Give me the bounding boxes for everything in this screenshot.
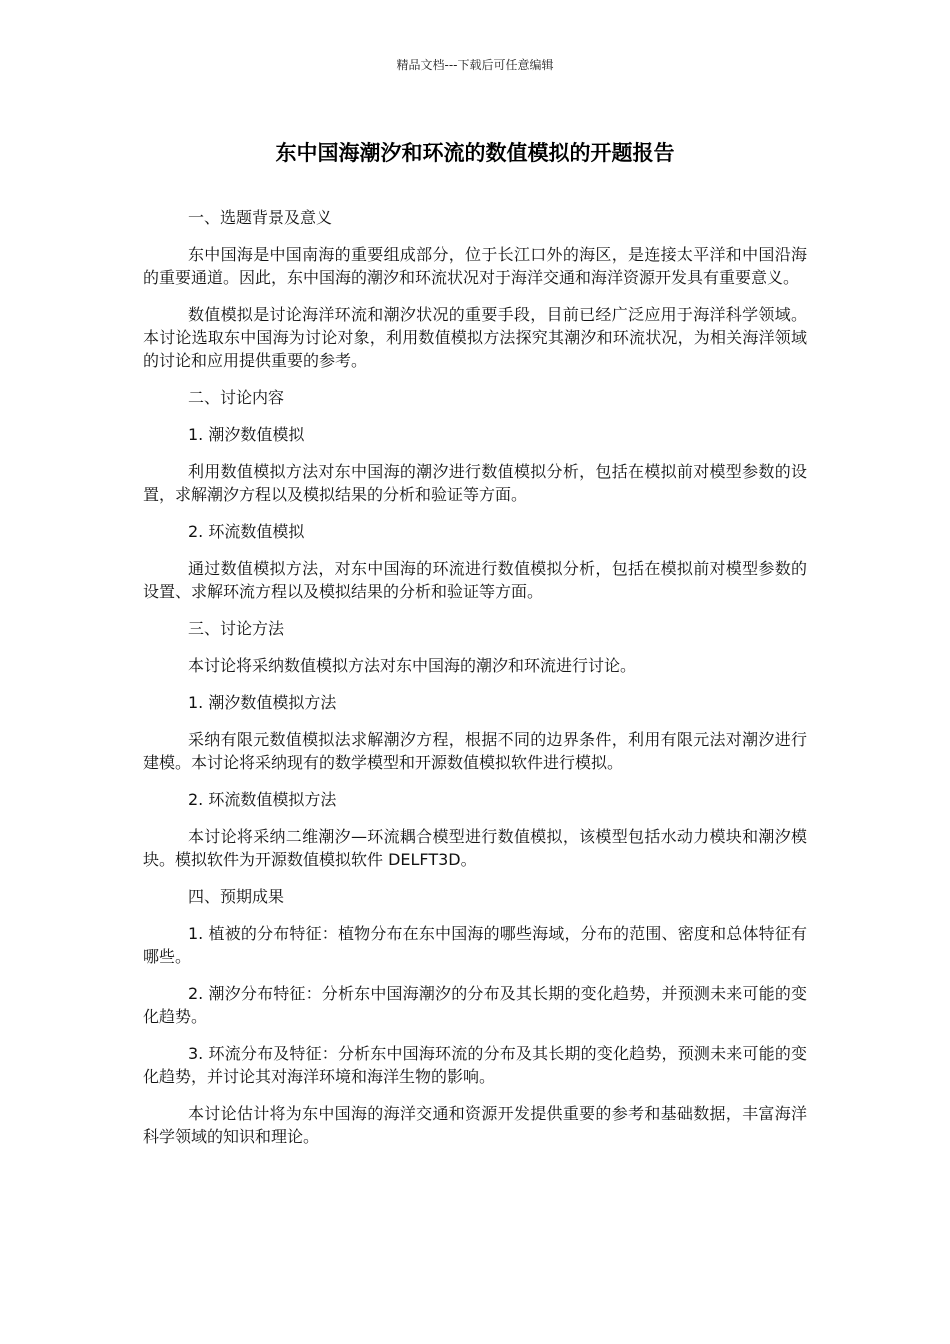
- section-heading-outcomes: 四、预期成果: [188, 887, 285, 906]
- section-heading-methods: 三、讨论方法: [188, 619, 285, 638]
- paragraph-circulation-method: 本讨论将采纳二维潮汐—环流耦合模型进行数值模拟，该模型包括水动力模块和潮汐模块。模拟软件为开源数值模拟软件 DELFT3D。: [143, 827, 807, 869]
- document-title: 东中国海潮汐和环流的数值模拟的开题报告: [275, 141, 675, 165]
- paragraph-significance: 数值模拟是讨论海洋环流和潮汐状况的重要手段，目前已经广泛应用于海洋科学领域。本讨论选取东中国海为讨论对象，利用数值模拟方法探究其潮汐和环流状况，为相关海洋领域的讨论和应用提供重要的参考。: [143, 305, 807, 370]
- subheading-circulation-simulation: 2. 环流数值模拟: [188, 522, 305, 541]
- page-header: 精品文档---下载后可任意编辑: [396, 58, 554, 72]
- list-item-outcome-1: 1. 植被的分布特征：植物分布在东中国海的哪些海域，分布的范围、密度和总体特征有哪些。: [143, 924, 807, 966]
- paragraph-circulation-simulation: 通过数值模拟方法，对东中国海的环流进行数值模拟分析，包括在模拟前对模型参数的设置、求解环流方程以及模拟结果的分析和验证等方面。: [143, 559, 807, 601]
- subheading-tide-method: 1. 潮汐数值模拟方法: [188, 693, 337, 712]
- list-item-outcome-3: 3. 环流分布及特征：分析东中国海环流的分布及其长期的变化趋势，预测未来可能的变化趋势，并讨论其对海洋环境和海洋生物的影响。: [143, 1044, 807, 1086]
- subheading-circulation-method: 2. 环流数值模拟方法: [188, 790, 337, 809]
- section-heading-content: 二、讨论内容: [188, 388, 285, 407]
- paragraph-methods-intro: 本讨论将采纳数值模拟方法对东中国海的潮汐和环流进行讨论。: [188, 656, 637, 675]
- subheading-tide-simulation: 1. 潮汐数值模拟: [188, 425, 305, 444]
- paragraph-tide-simulation: 利用数值模拟方法对东中国海的潮汐进行数值模拟分析，包括在模拟前对模型参数的设置，求解潮汐方程以及模拟结果的分析和验证等方面。: [143, 462, 807, 504]
- section-heading-background: 一、选题背景及意义: [188, 208, 333, 227]
- list-item-outcome-2: 2. 潮汐分布特征：分析东中国海潮汐的分布及其长期的变化趋势，并预测未来可能的变化趋势。: [143, 984, 807, 1026]
- paragraph-tide-method: 采纳有限元数值模拟法求解潮汐方程，根据不同的边界条件，利用有限元法对潮汐进行建模。本讨论将采纳现有的数学模型和开源数值模拟软件进行模拟。: [143, 730, 807, 772]
- paragraph-conclusion: 本讨论估计将为东中国海的海洋交通和资源开发提供重要的参考和基础数据，丰富海洋科学领域的知识和理论。: [143, 1104, 807, 1146]
- document-body: [143, 206, 807, 1162]
- paragraph-background: 东中国海是中国南海的重要组成部分，位于长江口外的海区，是连接太平洋和中国沿海的重要通道。因此，东中国海的潮汐和环流状况对于海洋交通和海洋资源开发具有重要意义。: [143, 245, 807, 287]
